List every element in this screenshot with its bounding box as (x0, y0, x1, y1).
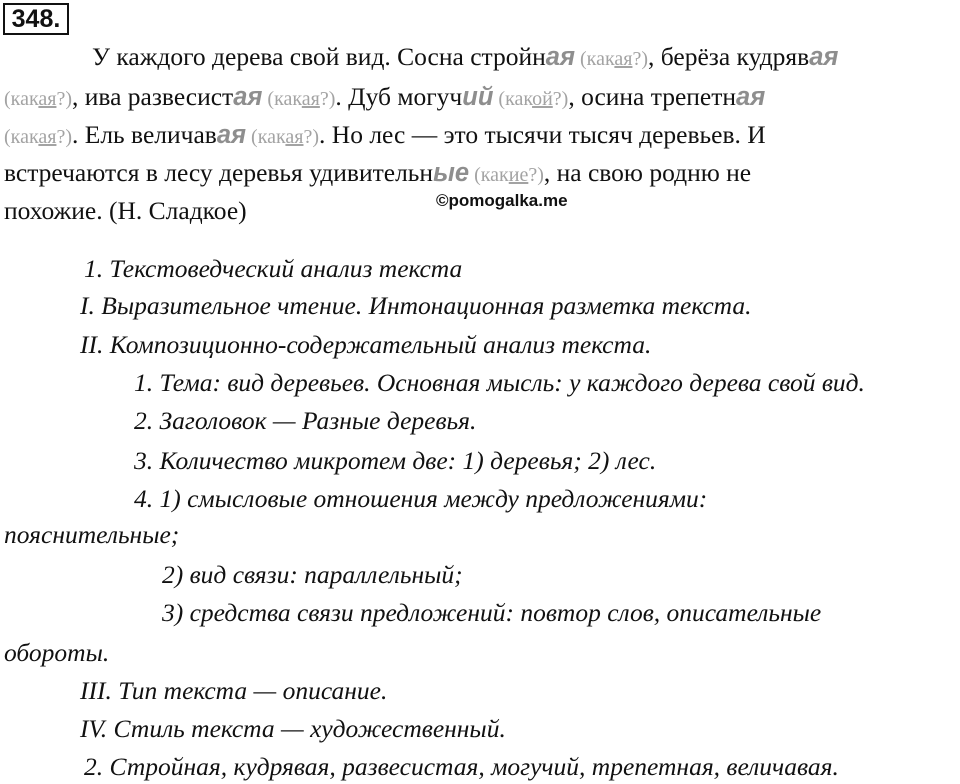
text-line-5: похожие. (Н. Сладкое) (4, 196, 247, 225)
analysis-subitem: 3. Количество микротем две: 1) деревья; 2) лес. (134, 446, 657, 475)
question-hint: (какая?) (246, 126, 320, 148)
ending: ая (233, 83, 263, 111)
text-segment: , ива развесист (72, 82, 234, 111)
text-line-2 (4, 82, 765, 114)
analysis-subitem: 4. 1) смысловые отношения между предложениями: (134, 484, 708, 513)
ending: ий (462, 83, 494, 111)
text-segment: , берёза кудряв (648, 42, 810, 71)
question-hint: (какая?) (4, 126, 72, 148)
question-hint: (какая?) (575, 48, 648, 70)
question-ending: ие (508, 164, 529, 186)
ending: ая (216, 121, 247, 149)
analysis-continuation: обороты. (4, 638, 110, 667)
analysis-heading: 1. Текстоведческий анализ текста (84, 254, 463, 283)
text-segment: . Дуб могуч (335, 82, 463, 111)
analysis-subitem: 1. Тема: вид деревьев. Основная мысль: у каждого дерева свой вид. (134, 368, 865, 397)
text-segment: встречаются в лесу деревья удивительн (4, 158, 434, 187)
question-ending: ая (38, 88, 57, 110)
ending: ые (433, 159, 470, 187)
ending: ая (545, 43, 575, 71)
ending: ая (736, 83, 766, 111)
text-segment: , осина трепетн (568, 82, 737, 111)
question-hint: (какой?) (493, 88, 569, 110)
exercise-number: 348. (3, 3, 69, 35)
question-ending: ая (301, 88, 320, 110)
question-ending: ой (532, 88, 553, 110)
ending: ая (809, 43, 839, 71)
question-ending: ая (614, 48, 633, 70)
text-segment: У каждого дерева свой вид. Сосна стройн (92, 42, 546, 71)
question-hint: (какая?) (4, 88, 72, 110)
text-line-1 (92, 42, 838, 74)
text-segment: . Ель величав (72, 120, 217, 149)
text-segment: . Но лес — это тысячи тысяч деревьев. И (319, 120, 766, 149)
analysis-item: I. Выразительное чтение. Интонационная разметка текста. (80, 291, 752, 320)
analysis-heading: 2. Стройная, кудрявая, развесистая, могучий, трепетная, величавая. (84, 752, 839, 781)
question-ending: ая (38, 126, 57, 148)
analysis-subitem: 2) вид связи: параллельный; (162, 560, 463, 589)
text-segment: , на свою родню не (543, 158, 752, 187)
analysis-subitem: 3) средства связи предложений: повтор слов, описательные (162, 598, 822, 627)
text-line-4 (4, 158, 751, 190)
analysis-continuation: пояснительные; (4, 520, 180, 549)
analysis-item: II. Композиционно-содержательный анализ текста. (80, 330, 652, 359)
question-hint: (какая?) (262, 88, 336, 110)
question-ending: ая (285, 126, 304, 148)
text-line-3 (4, 120, 766, 152)
analysis-item: IV. Стиль текста — художественный. (80, 714, 506, 743)
analysis-item: III. Тип текста — описание. (80, 676, 388, 705)
analysis-subitem: 2. Заголовок — Разные деревья. (134, 406, 477, 435)
watermark: ©pomogalka.me (436, 191, 568, 210)
question-hint: (какие?) (469, 164, 544, 186)
